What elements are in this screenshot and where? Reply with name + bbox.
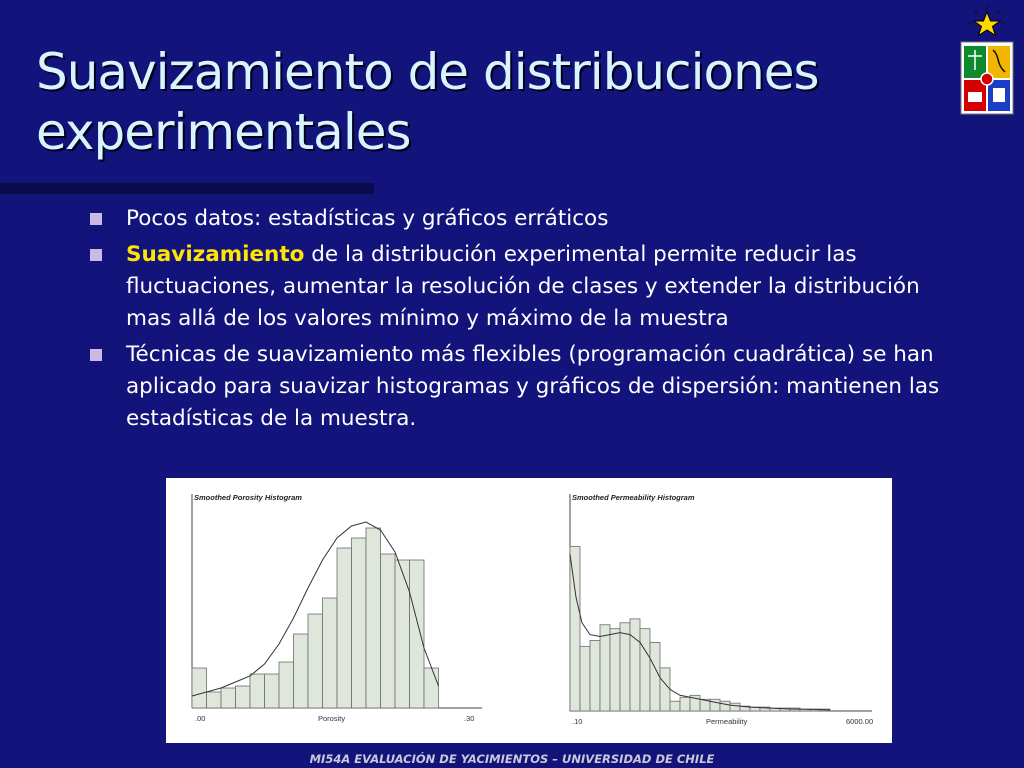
histogram-bar [590, 640, 600, 711]
histogram-bar [680, 697, 690, 711]
histogram-charts [166, 478, 892, 743]
histogram-bar [395, 560, 410, 708]
bullet-marker [90, 213, 102, 225]
chart-title: Smoothed Permeability Histogram [572, 493, 695, 502]
slide-footer: MI54A EVALUACIÓN DE YACIMIENTOS – UNIVERSIDAD DE CHILE [309, 752, 715, 766]
x-axis-label: Porosity [318, 714, 346, 723]
histogram-bar [337, 548, 352, 708]
histogram-bar [265, 674, 280, 708]
university-crest-logo [956, 4, 1018, 116]
bullet-marker [90, 349, 102, 361]
bullet-item [90, 203, 970, 235]
bullet-item [90, 239, 970, 335]
histogram-bar [207, 692, 222, 708]
histogram-bar [192, 668, 207, 708]
histogram-bar [381, 554, 396, 708]
x-tick-label: .10 [572, 717, 583, 726]
slide-title: Suavizamiento de distribuciones experimentales [36, 43, 819, 161]
title-underline [0, 183, 374, 194]
chart-title: Smoothed Porosity Histogram [194, 493, 302, 502]
histogram-bar [308, 614, 323, 708]
histogram-bar [720, 701, 730, 711]
histogram-bar [294, 634, 309, 708]
histogram-bar [610, 629, 620, 711]
histogram-bar [630, 619, 640, 711]
bullet-emphasis: Suavizamiento [126, 242, 305, 267]
bullet-text: de la distribución experimental permite reducir las fluctuaciones, aumentar la resolución de clases y extender la distribución mas allá de los valores mínimo y máximo de la muestra [126, 242, 920, 331]
histogram-bar [323, 598, 338, 708]
histogram-bar [640, 629, 650, 711]
x-tick-label: 6000.00 [846, 717, 874, 726]
histogram-bar [670, 701, 680, 711]
x-tick-label: .30 [464, 714, 475, 723]
histogram-bar [730, 703, 740, 711]
bullet-item [90, 339, 970, 435]
histogram-bar [650, 642, 660, 711]
histogram-figure [166, 478, 892, 743]
histogram-bar [352, 538, 367, 708]
x-axis-label: Permeability [706, 717, 748, 726]
bullet-text: Técnicas de suavizamiento más flexibles (programación cuadrática) se han aplicado para suavizar histogramas y gráficos de dispersión: mantienen las estadísticas de la muestra. [126, 342, 940, 431]
histogram-bar [620, 623, 630, 711]
bullet-text: Pocos datos: estadísticas y gráficos erráticos [126, 206, 609, 231]
bullet-marker [90, 249, 102, 261]
histogram-bar [366, 528, 381, 708]
histogram-bar [250, 674, 265, 708]
histogram-bar [660, 668, 670, 711]
histogram-bar [279, 662, 294, 708]
star-icon [974, 12, 1000, 36]
histogram-bar [570, 546, 580, 711]
histogram-bar [424, 668, 439, 708]
histogram-bar [600, 625, 610, 711]
bullet-list [90, 203, 970, 439]
histogram-bar [410, 560, 425, 708]
histogram-bar [580, 646, 590, 711]
histogram-bar [221, 688, 236, 708]
histogram-bar [236, 686, 251, 708]
x-tick-label: .00 [195, 714, 206, 723]
